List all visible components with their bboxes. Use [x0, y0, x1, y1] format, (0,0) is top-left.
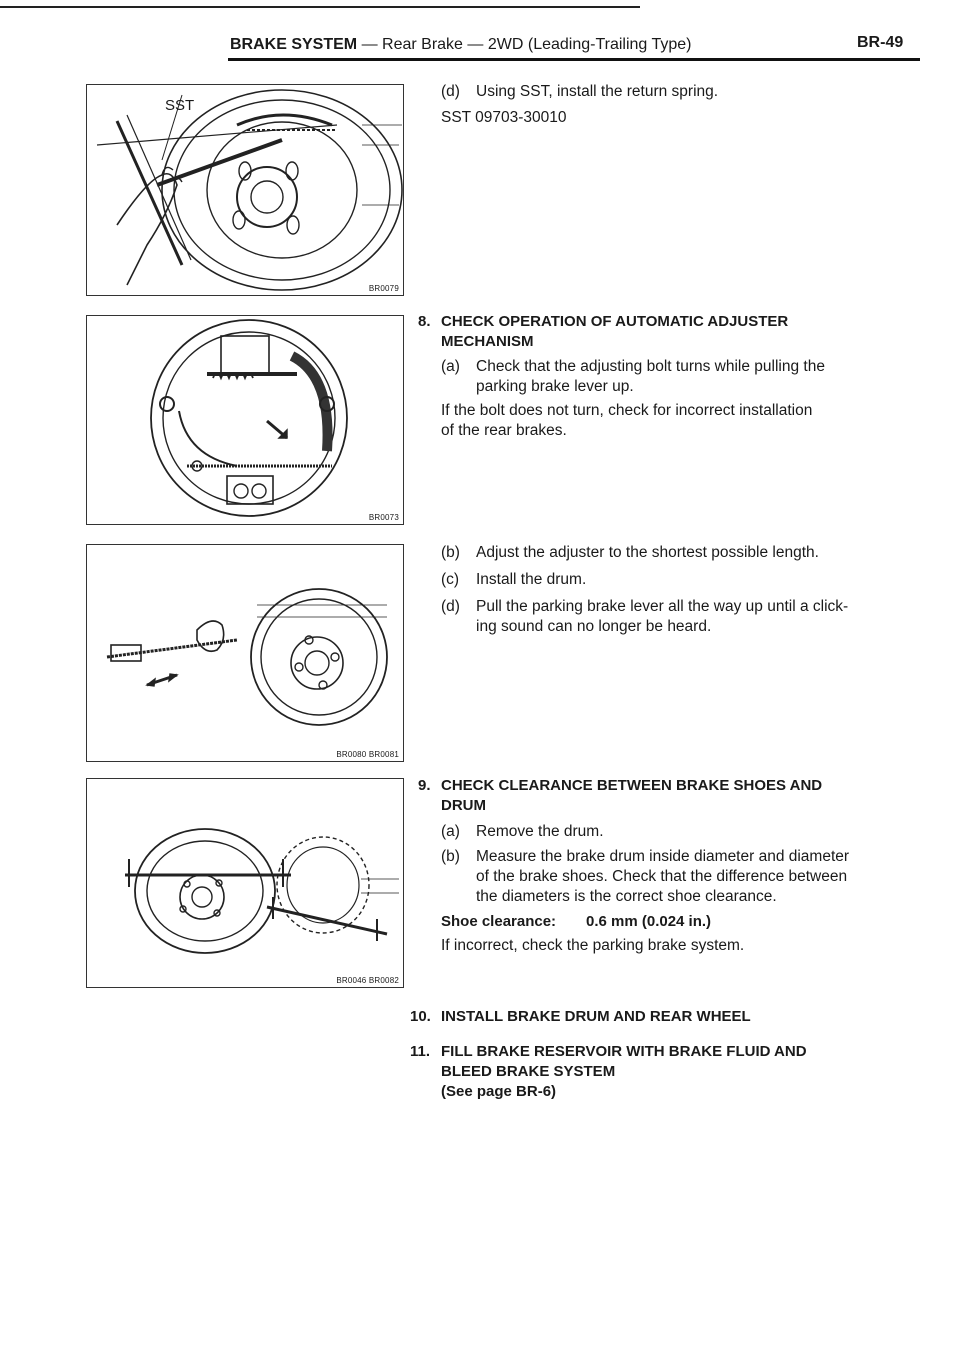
figure-adjuster-mechanism	[86, 315, 404, 525]
figure-drum-adjuster	[86, 544, 404, 762]
header-subsection: Rear Brake	[382, 36, 463, 53]
top-edge-rule	[0, 6, 640, 8]
figure-code: BR0080 BR0081	[336, 750, 399, 759]
caliper-measure-drum-shoe-illustration	[87, 779, 403, 987]
step-8a-line1: Check that the adjusting bolt turns while pulling the	[476, 358, 825, 375]
step-9b-line2: of the brake shoes. Check that the difference between	[476, 868, 848, 885]
sst-label: SST	[165, 97, 195, 114]
step-8a-marker: (a)	[441, 358, 460, 375]
step-10-title: INSTALL BRAKE DRUM AND REAR WHEEL	[441, 1008, 751, 1025]
step-8c-text: Install the drum.	[476, 571, 587, 588]
step-8c-marker: (c)	[441, 571, 460, 588]
step-7d-text: Using SST, install the return spring.	[476, 83, 719, 100]
step-9-number: 9.	[418, 777, 431, 794]
step-11-reference: (See page BR-6)	[441, 1083, 557, 1100]
step-9b-marker: (b)	[441, 848, 460, 865]
step-8-note-line2: of the rear brakes.	[441, 422, 567, 439]
step-8b-marker: (b)	[441, 544, 460, 561]
step-11-number: 11.	[410, 1043, 431, 1060]
step-8-title-line2: MECHANISM	[441, 333, 534, 350]
header-variant: 2WD (Leading-Trailing Type)	[487, 36, 692, 53]
figure-shoe-clearance	[86, 778, 404, 988]
step-9-note: If incorrect, check the parking brake system.	[441, 937, 745, 954]
figure-code: BR0073	[368, 513, 399, 522]
step-7d-marker: (d)	[441, 83, 460, 100]
step-10-number: 10.	[410, 1008, 431, 1025]
step-9b-line1: Measure the brake drum inside diameter and diameter	[476, 848, 850, 865]
step-8d-marker: (d)	[441, 598, 460, 615]
sst-number: SST 09703-30010	[441, 109, 567, 126]
step-11-title-line2: BLEED BRAKE SYSTEM	[441, 1063, 616, 1080]
step-8-note-line1: If the bolt does not turn, check for incorrect installation	[441, 402, 813, 419]
figure-sst-return-spring	[86, 84, 404, 296]
step-8b-text: Adjust the adjuster to the shortest possible length.	[476, 544, 819, 561]
step-9b-line3: the diameters is the correct shoe clearance.	[476, 888, 777, 905]
brake-backing-plate-adjuster-illustration	[87, 316, 403, 524]
sst-tool-install-spring-illustration	[87, 85, 403, 295]
step-8-number: 8.	[418, 313, 431, 330]
header-section: BRAKE SYSTEM	[230, 36, 358, 53]
header-dash: —	[467, 36, 484, 53]
step-11-title-line1: FILL BRAKE RESERVOIR WITH BRAKE FLUID AND	[441, 1043, 807, 1060]
step-8d-line2: ing sound can no longer be heard.	[476, 618, 712, 635]
step-9-title-line1: CHECK CLEARANCE BETWEEN BRAKE SHOES AND	[441, 777, 823, 794]
page-number: BR-49	[857, 34, 904, 51]
figure-code: BR0079	[368, 284, 399, 293]
step-8a-line2: parking brake lever up.	[476, 378, 634, 395]
step-8-title-line1: CHECK OPERATION OF AUTOMATIC ADJUSTER	[441, 313, 789, 330]
drum-adjuster-lever-illustration	[87, 545, 403, 761]
page-header-title	[230, 36, 692, 54]
figure-code: BR0046 BR0082	[336, 976, 399, 985]
step-9a-marker: (a)	[441, 823, 460, 840]
shoe-clearance-value: 0.6 mm (0.024 in.)	[586, 913, 712, 930]
step-9a-text: Remove the drum.	[476, 823, 604, 840]
step-8d-line1: Pull the parking brake lever all the way up until a click-	[476, 598, 849, 615]
shoe-clearance-label: Shoe clearance:	[441, 913, 557, 930]
header-dash: —	[361, 36, 378, 53]
header-rule	[228, 58, 920, 61]
step-9-title-line2: DRUM	[441, 797, 486, 814]
